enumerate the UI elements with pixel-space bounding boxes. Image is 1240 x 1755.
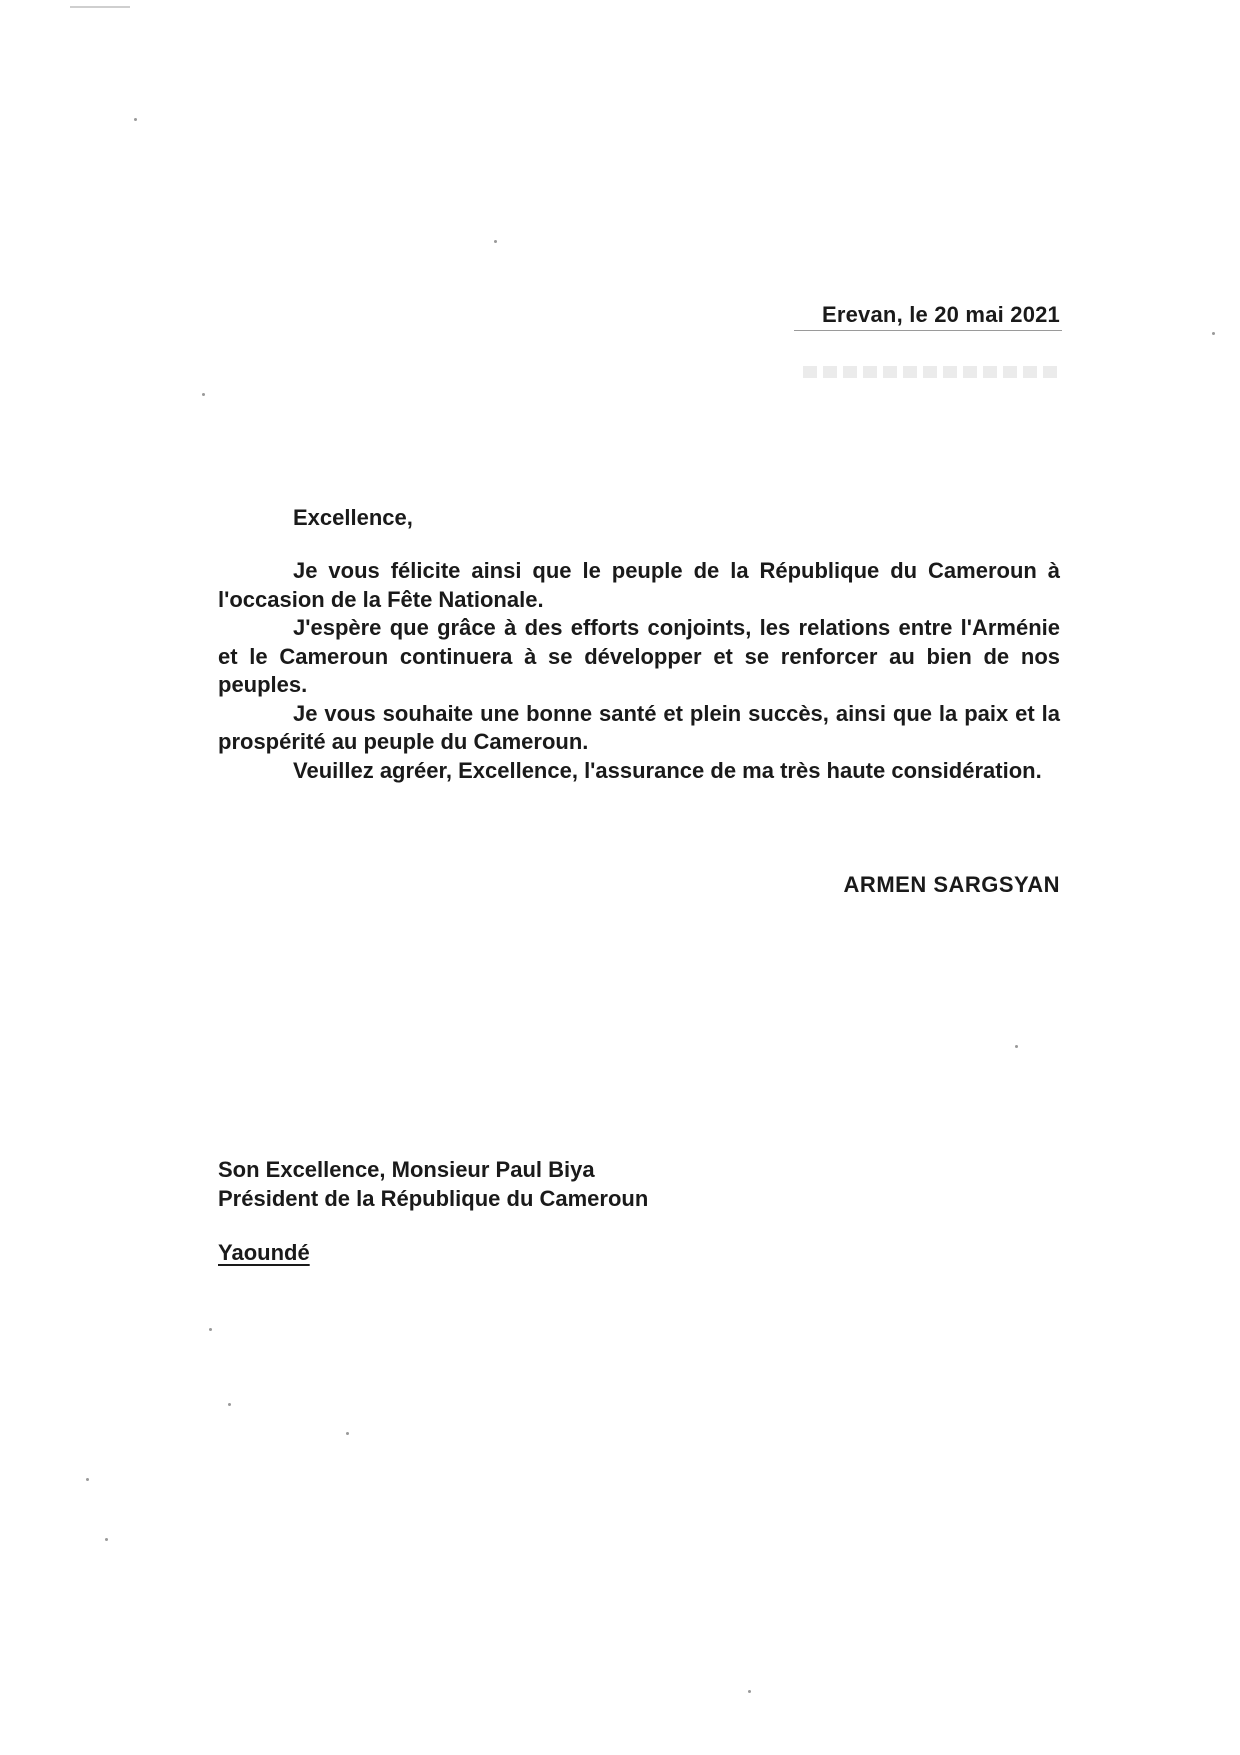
recipient-title: Président de la République du Cameroun — [218, 1186, 649, 1211]
recipient-city: Yaoundé — [218, 1240, 310, 1265]
dateline: Erevan, le 20 mai 2021 — [821, 302, 1060, 327]
letter-body — [218, 557, 1060, 785]
scan-speck — [86, 1478, 89, 1481]
scan-mark — [70, 6, 130, 8]
paragraph-relations: J'espère que grâce à des efforts conjoints, les relations entre l'Arménie et le Cameroun continuera à se développer et se renforcer au bien de nos peuples. — [218, 615, 1060, 697]
scan-speck — [105, 1538, 108, 1541]
scan-speck — [346, 1432, 349, 1435]
faded-stamp-line — [803, 366, 1058, 378]
scan-speck — [209, 1328, 212, 1331]
recipient-block — [218, 1155, 648, 1213]
salutation: Excellence, — [293, 505, 413, 530]
scan-speck — [134, 118, 137, 121]
signature-name: ARMEN SARGSYAN — [843, 872, 1060, 897]
scan-speck — [748, 1690, 751, 1693]
dateline-underline — [794, 330, 1062, 331]
paragraph-wishes: Je vous souhaite une bonne santé et plein succès, ainsi que la paix et la prospérité au peuple du Cameroun. — [218, 700, 1060, 754]
scan-speck — [1015, 1045, 1018, 1048]
recipient-name: Son Excellence, Monsieur Paul Biya — [218, 1157, 595, 1182]
scan-speck — [494, 240, 497, 243]
scan-speck — [228, 1403, 231, 1406]
scan-speck — [1212, 332, 1215, 335]
scan-speck — [202, 393, 205, 396]
paragraph-closing: Veuillez agréer, Excellence, l'assurance de ma très haute considération. — [293, 757, 1042, 783]
paragraph-congratulations: Je vous félicite ainsi que le peuple de la République du Cameroun à l'occasion de la Fête Nationale. — [218, 558, 1060, 612]
